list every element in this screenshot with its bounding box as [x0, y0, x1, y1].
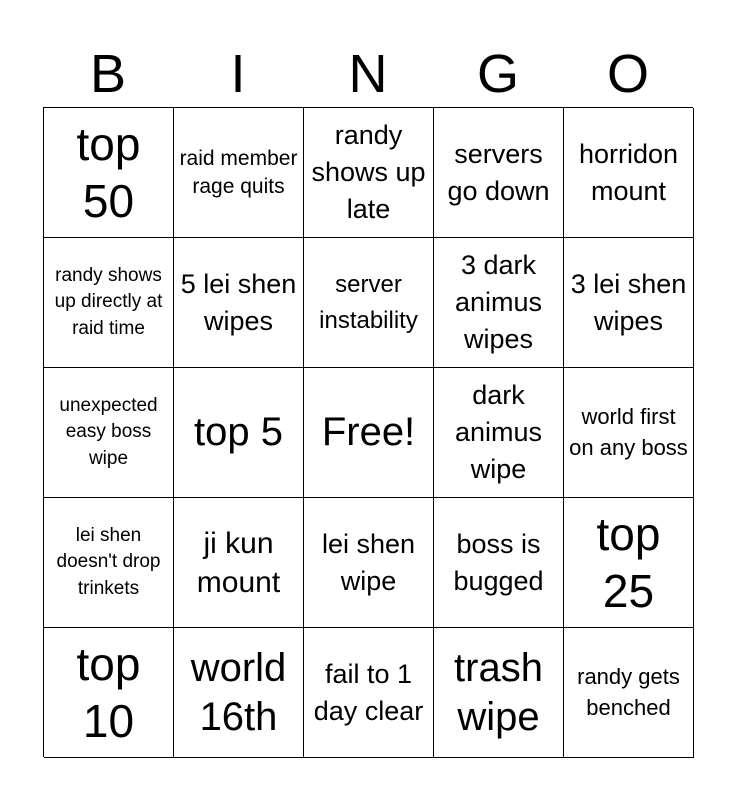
bingo-cell[interactable]: world first on any boss: [564, 368, 694, 498]
bingo-header: [43, 40, 693, 108]
bingo-cell[interactable]: randy shows up late: [304, 108, 434, 238]
bingo-cell[interactable]: world 16th: [174, 628, 304, 758]
bingo-cell[interactable]: lei shen doesn't drop trinkets: [44, 498, 174, 628]
free-space-cell[interactable]: Free!: [304, 368, 434, 498]
bingo-cell[interactable]: top 50: [44, 108, 174, 238]
bingo-cell[interactable]: 5 lei shen wipes: [174, 238, 304, 368]
bingo-cell[interactable]: top 10: [44, 628, 174, 758]
bingo-cell[interactable]: servers go down: [434, 108, 564, 238]
header-letter-n: N: [348, 44, 388, 104]
bingo-cell[interactable]: randy shows up directly at raid time: [44, 238, 174, 368]
bingo-cell[interactable]: top 5: [174, 368, 304, 498]
bingo-cell[interactable]: ji kun mount: [174, 498, 304, 628]
bingo-cell[interactable]: fail to 1 day clear: [304, 628, 434, 758]
header-letter-o: O: [606, 44, 649, 104]
header-letter-g: G: [476, 44, 519, 104]
bingo-cell[interactable]: unexpected easy boss wipe: [44, 368, 174, 498]
bingo-cell[interactable]: randy gets benched: [564, 628, 694, 758]
bingo-cell[interactable]: top 25: [564, 498, 694, 628]
bingo-cell[interactable]: lei shen wipe: [304, 498, 434, 628]
bingo-cell[interactable]: 3 lei shen wipes: [564, 238, 694, 368]
bingo-cell[interactable]: raid member rage quits: [174, 108, 304, 238]
bingo-board: [43, 107, 693, 757]
bingo-cell[interactable]: 3 dark animus wipes: [434, 238, 564, 368]
bingo-cell[interactable]: boss is bugged: [434, 498, 564, 628]
bingo-cell[interactable]: horridon mount: [564, 108, 694, 238]
bingo-cell[interactable]: dark animus wipe: [434, 368, 564, 498]
bingo-cell[interactable]: trash wipe: [434, 628, 564, 758]
header-letter-b: B: [89, 44, 127, 104]
bingo-cell[interactable]: server instability: [304, 238, 434, 368]
header-letter-i: I: [230, 44, 246, 104]
